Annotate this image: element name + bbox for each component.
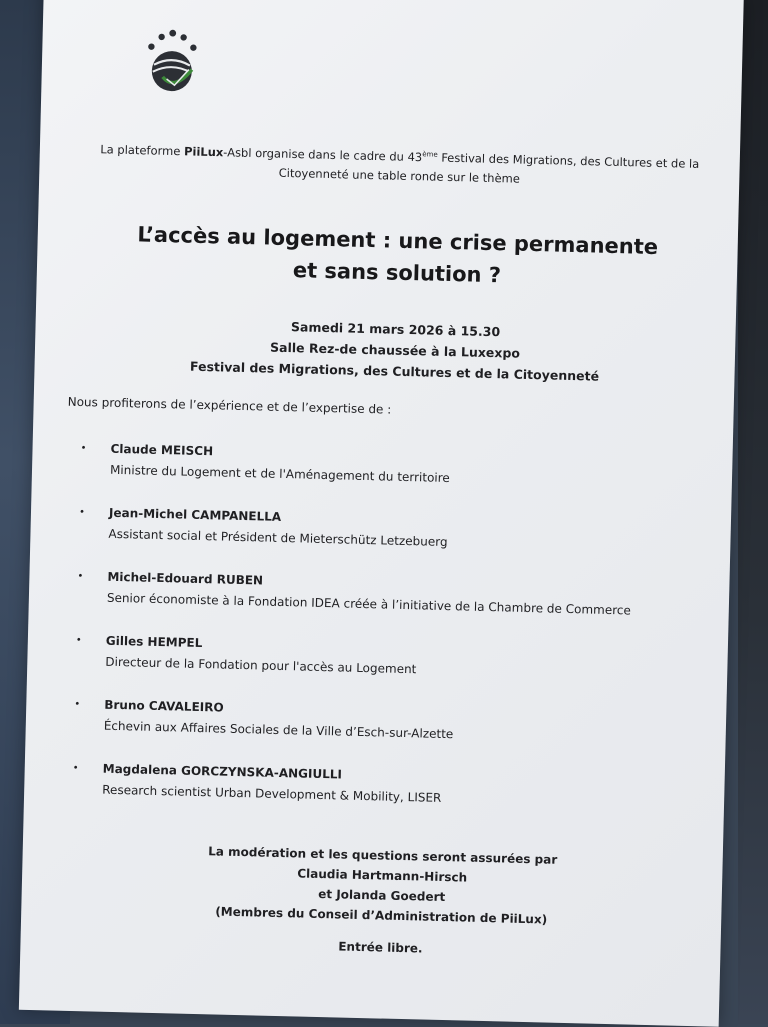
speaker-list — [63, 441, 692, 840]
speaker-name: Bruno CAVALEIRO — [104, 697, 224, 715]
piilux-logo-icon — [136, 24, 208, 96]
bullet-icon: • — [72, 762, 79, 775]
event-details — [94, 311, 695, 389]
speaker-role: Senior économiste à la Fondation IDEA créée à l’initiative de la Chambre de Commerce — [106, 590, 632, 618]
speaker-role: Assistant social et Président de Mieterschütz Letzebuerg — [108, 526, 448, 550]
speaker-role: Échevin aux Affaires Sociales de la Ville d’Esch-sur-Alzette — [103, 718, 454, 742]
org-name: PiiLux — [183, 144, 224, 160]
title-line-1: L’accès au logement : une crise permanente — [137, 222, 659, 260]
moderator-2: et Jolanda Goedert — [318, 886, 446, 905]
event-venue: Salle Rez-de chaussée à la Luxexpo — [269, 339, 521, 361]
speaker-role: Ministre du Logement et de l'Aménagement du territoire — [109, 462, 450, 486]
moderator-1: Claudia Hartmann-Hirsch — [297, 866, 468, 885]
title-line-2: et sans solution ? — [292, 258, 502, 288]
moderation-info — [81, 838, 683, 933]
page-title — [97, 217, 698, 296]
moderators-affiliation: (Membres du Conseil d’Administration de PiiLux) — [215, 904, 548, 927]
intro-line1-pre: La plateforme — [100, 142, 185, 159]
event-festival: Festival des Migrations, des Cultures et de la Citoyenneté — [189, 358, 600, 384]
intro-line1-post: Festival des Migrations, des Cultures et de la — [437, 150, 700, 171]
intro-line1-mid: -Asbl organise dans le cadre du 43 — [223, 145, 423, 165]
bullet-icon: • — [75, 634, 82, 647]
moderation-line-1: La modération et les questions seront assurées par — [207, 844, 558, 867]
speaker-name: Gilles HEMPEL — [105, 633, 203, 651]
speaker-name: Michel-Edouard RUBEN — [107, 569, 264, 588]
intro-text — [99, 137, 700, 192]
intro-line-2: Citoyenneté une table ronde sur le thème — [278, 165, 521, 186]
speakers-intro: Nous profiterons de l’expérience et de l’expertise de : — [67, 394, 392, 417]
background-dark-edge — [738, 0, 768, 1024]
bullet-icon: • — [78, 507, 86, 519]
bullet-icon: • — [74, 698, 81, 711]
bullet-icon: • — [77, 570, 84, 583]
ordinal-superscript: ème — [422, 150, 438, 159]
speaker-role: Directeur de la Fondation pour l'accès au Logement — [105, 654, 417, 677]
bullet-icon: • — [80, 443, 87, 455]
speaker-role: Research scientist Urban Development & Mobility, LISER — [102, 782, 442, 805]
speaker-name: Jean-Michel CAMPANELLA — [108, 505, 282, 524]
flyer-sheet — [19, 0, 744, 1027]
event-date: Samedi 21 mars 2026 à 15.30 — [290, 319, 501, 340]
speaker-name: Claude MEISCH — [110, 441, 214, 459]
speaker-name: Magdalena GORCZYNSKA-ANGIULLI — [102, 761, 343, 782]
free-entry-note: Entrée libre. — [338, 939, 423, 956]
